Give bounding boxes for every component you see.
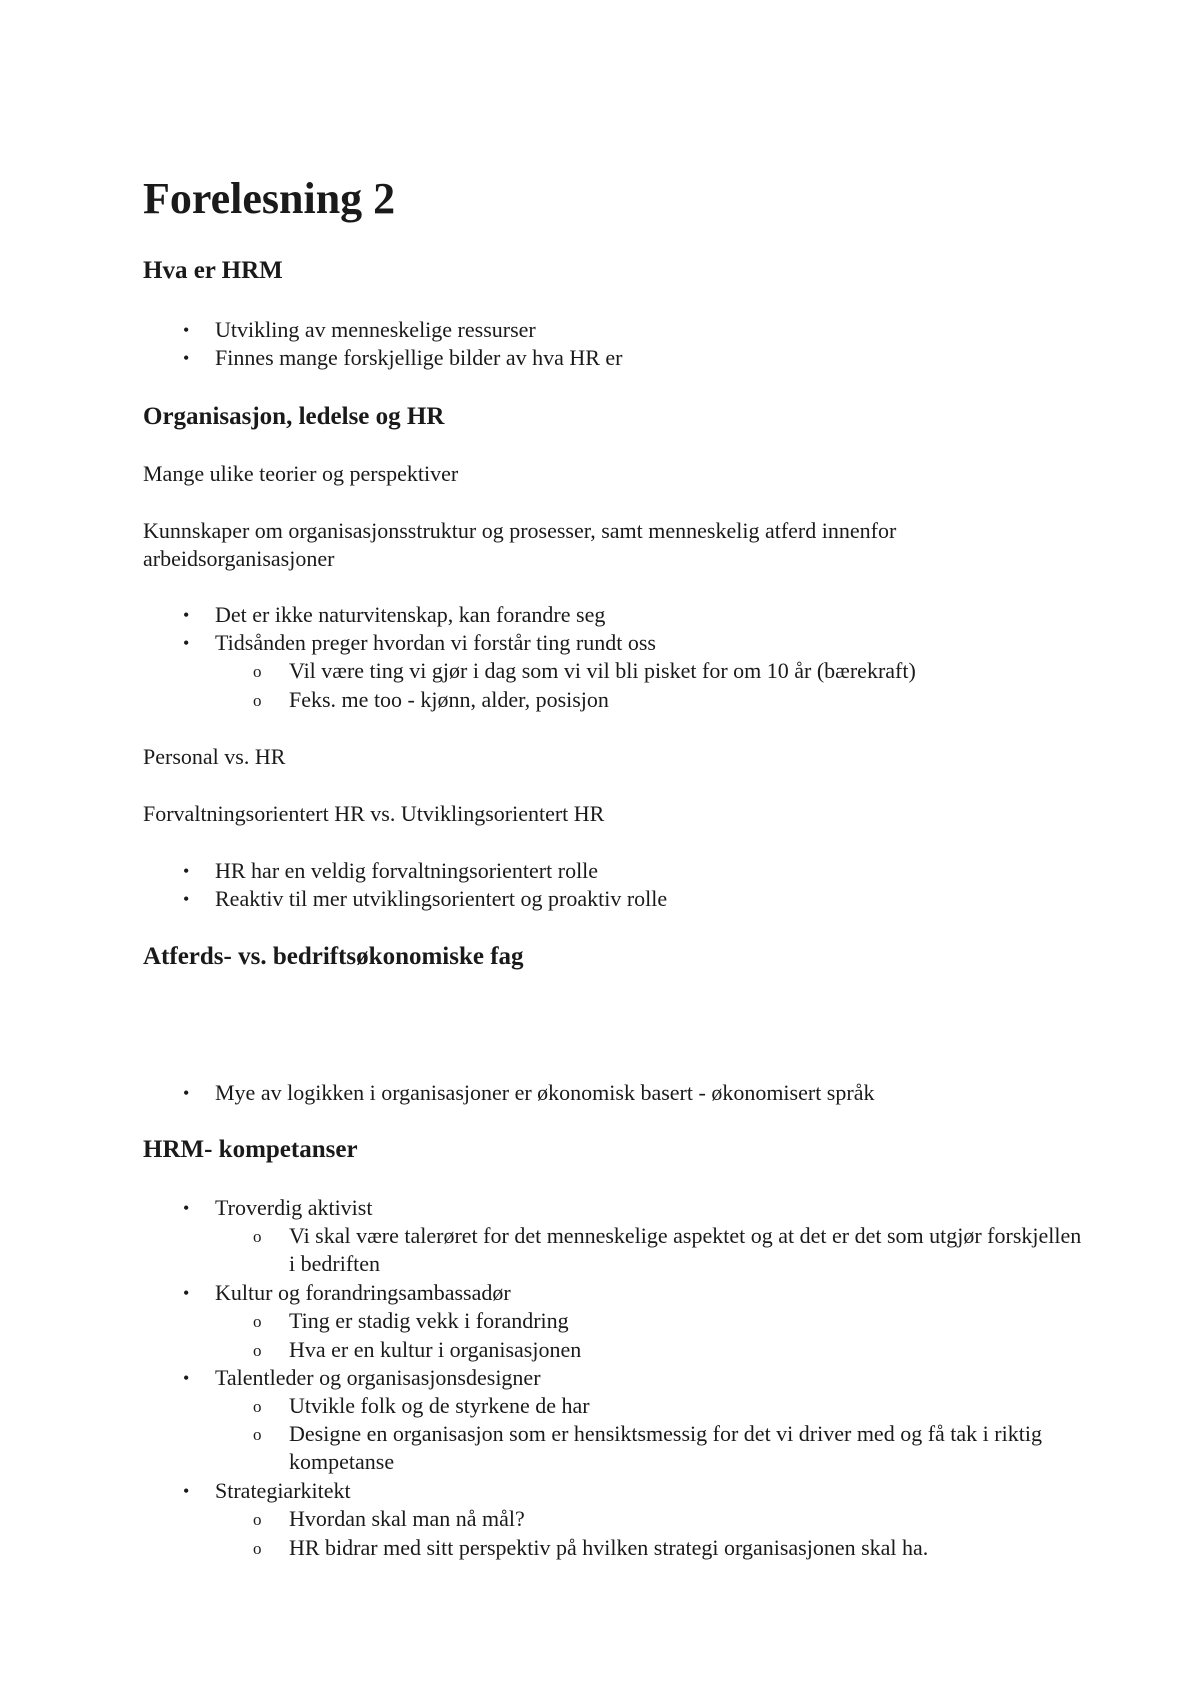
sub-list-item: o Designe en organisasjon som er hensiktsmessig for det vi driver med og få tak i riktig kompetanse xyxy=(253,1421,1042,1474)
sub-bullet-marker: o xyxy=(253,1425,262,1444)
bullet-marker: • xyxy=(183,889,190,909)
sub-list-item: o Vil være ting vi gjør i dag som vi vil bli pisket for om 10 år (bærekraft) xyxy=(289,657,1089,685)
sub-bullet-marker: o xyxy=(253,1312,262,1331)
sub-bullet-marker: o xyxy=(253,1341,262,1360)
bullet-marker: • xyxy=(183,1481,190,1501)
list-item: • Utvikling av menneskelige ressurser xyxy=(183,317,536,342)
list-item: • Det er ikke naturvitenskap, kan forandre seg xyxy=(183,602,606,627)
sub-bullet-marker: o xyxy=(253,691,262,710)
sub-bullet-marker: o xyxy=(253,1510,262,1529)
heading-atferds: Atferds- vs. bedriftsøkonomiske fag xyxy=(143,943,524,970)
list-item: • Talentleder og organisasjonsdesigner xyxy=(183,1365,541,1390)
bullet-marker: • xyxy=(183,1368,190,1388)
sub-list-item: o Utvikle folk og de styrkene de har xyxy=(289,1392,1089,1420)
bullet-marker: • xyxy=(183,605,190,625)
sub-bullet-marker: o xyxy=(253,662,262,681)
sub-bullet-marker: o xyxy=(253,1539,262,1558)
sub-list-item: o HR bidrar med sitt perspektiv på hvilken strategi organisasjonen skal ha. xyxy=(289,1534,1089,1562)
sub-list-item: o Feks. me too - kjønn, alder, posisjon xyxy=(289,686,1089,714)
bullet-marker: • xyxy=(183,633,190,653)
bullet-marker: • xyxy=(183,1198,190,1218)
bullet-marker: • xyxy=(183,320,190,340)
sub-list-item: o Ting er stadig vekk i forandring xyxy=(289,1307,1089,1335)
list-item: • Mye av logikken i organisasjoner er økonomisk basert - økonomisert språk xyxy=(183,1080,875,1105)
bullet-marker: • xyxy=(183,1283,190,1303)
paragraph: Kunnskaper om organisasjonsstruktur og prosesser, samt menneskelig atferd innenfor arbeidsorganisasjoner xyxy=(143,518,897,571)
list-item: • HR har en veldig forvaltningsorientert rolle xyxy=(183,858,599,883)
heading-hva-er-hrm: Hva er HRM xyxy=(143,257,283,284)
bullet-marker: • xyxy=(183,348,190,368)
list-item: • Tidsånden preger hvordan vi forstår ting rundt oss xyxy=(183,630,656,655)
paragraph: Personal vs. HR xyxy=(143,744,286,769)
sub-list-item: o Hva er en kultur i organisasjonen xyxy=(289,1336,1089,1364)
bullet-marker: • xyxy=(183,861,190,881)
list-item: • Troverdig aktivist xyxy=(183,1195,373,1220)
sub-list-item: o Hvordan skal man nå mål? xyxy=(289,1505,1089,1533)
heading-organisasjon: Organisasjon, ledelse og HR xyxy=(143,403,445,430)
page-title: Forelesning 2 xyxy=(143,174,396,223)
paragraph: Mange ulike teorier og perspektiver xyxy=(143,461,459,486)
list-item: • Kultur og forandringsambassadør xyxy=(183,1280,511,1305)
list-item: • Finnes mange forskjellige bilder av hva HR er xyxy=(183,345,623,370)
bullet-marker: • xyxy=(183,1083,190,1103)
paragraph: Forvaltningsorientert HR vs. Utviklingsorientert HR xyxy=(143,801,605,826)
sub-bullet-marker: o xyxy=(253,1227,262,1246)
heading-kompetanser: HRM- kompetanser xyxy=(143,1136,358,1163)
list-item: • Strategiarkitekt xyxy=(183,1478,351,1503)
sub-list-item: o Vi skal være talerøret for det menneskelige aspektet og at det er det som utgjør forskjellen i bedriften xyxy=(253,1223,1082,1276)
list-item: • Reaktiv til mer utviklingsorientert og proaktiv rolle xyxy=(183,886,668,911)
sub-bullet-marker: o xyxy=(253,1397,262,1416)
